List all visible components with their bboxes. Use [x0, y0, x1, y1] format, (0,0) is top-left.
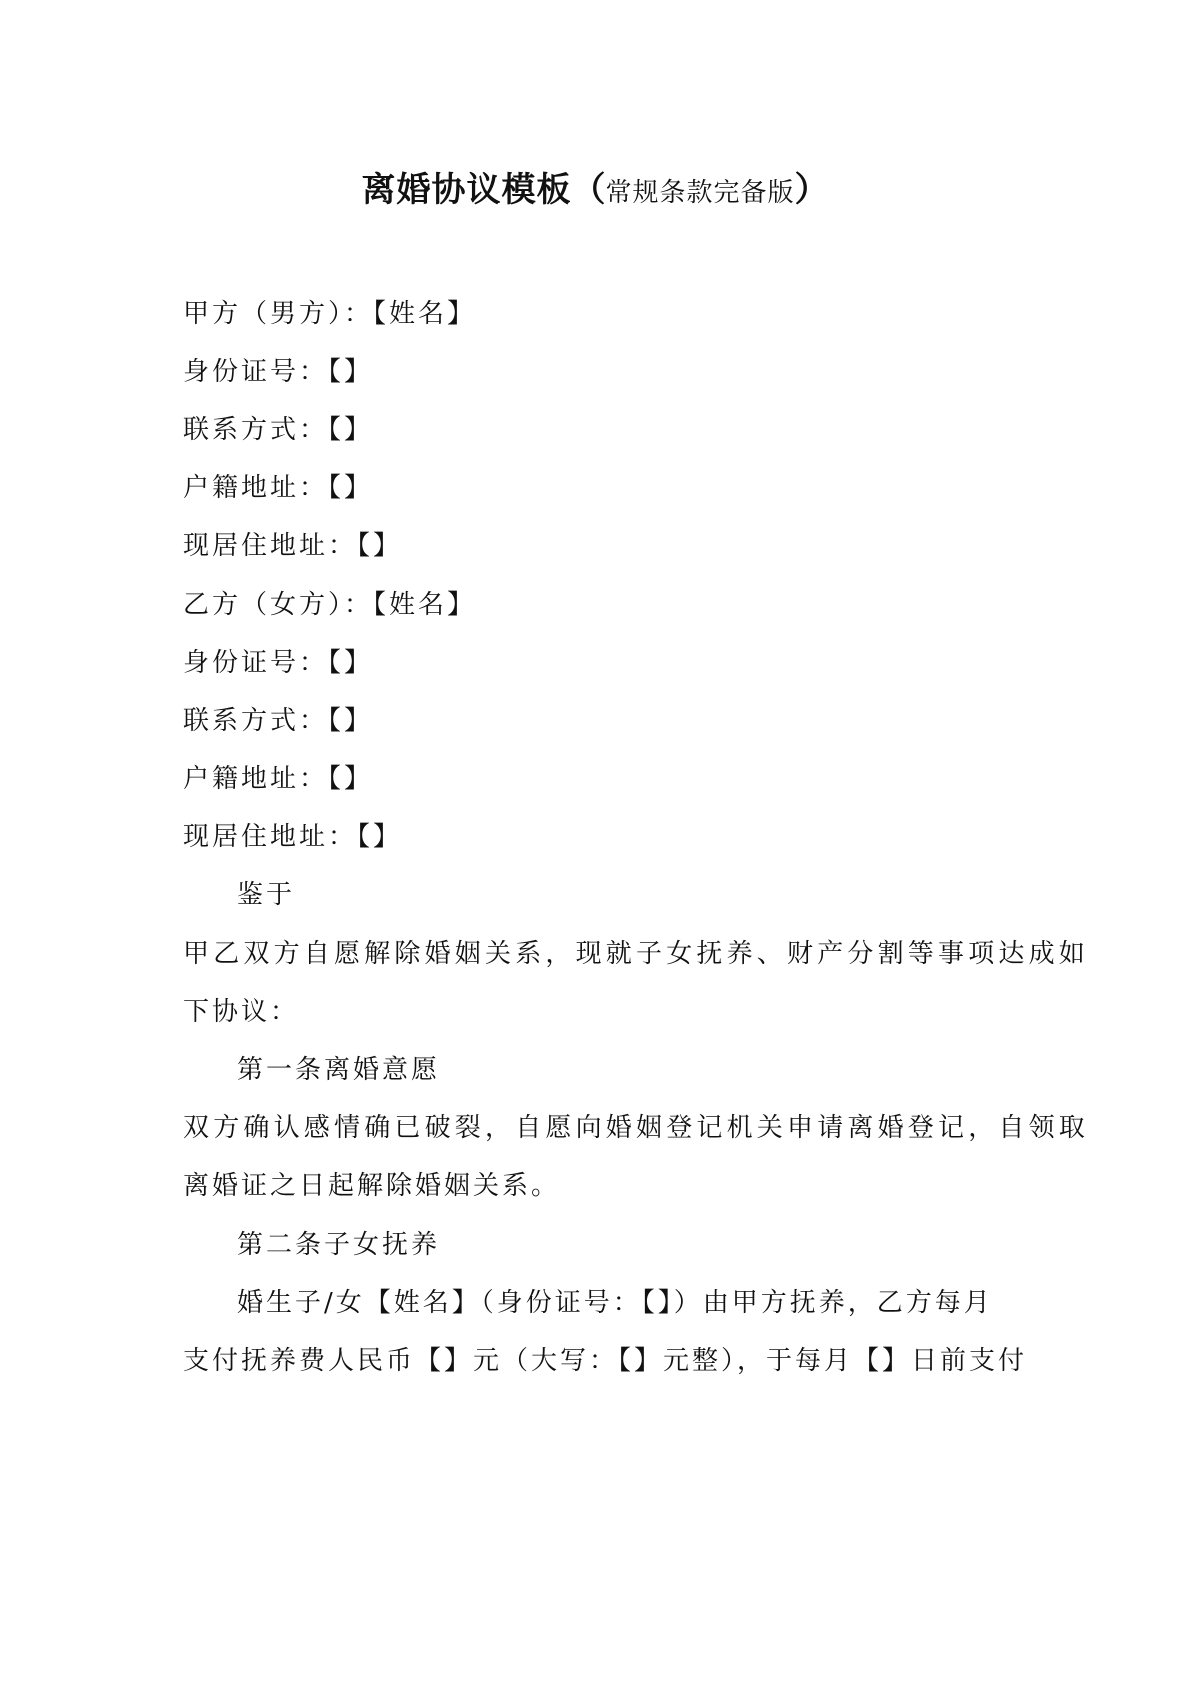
article-1-line-1: 双方确认感情确已破裂，自愿向婚姻登记机关申请离婚登记，自领取 [183, 1113, 1090, 1143]
preamble-line-1: 甲乙双方自愿解除婚姻关系，现就子女抚养、财产分割等事项达成如 [183, 939, 1090, 969]
title-subtitle: 常规条款完备版 [605, 178, 795, 208]
party-a-registered-address: 户籍地址：【】 [183, 473, 374, 503]
article-1-heading: 第一条离婚意愿 [237, 1055, 441, 1085]
party-a-id-number: 身份证号：【】 [183, 357, 374, 387]
party-b-contact: 联系方式：【】 [183, 706, 374, 736]
title-open-paren: （ [571, 170, 606, 210]
article-2-line-2: 支付抚养费人民币【】元（大写：【】元整），于每月【】日前支付 [183, 1346, 1028, 1376]
party-a-heading: 甲方（男方）：【姓名】 [183, 299, 477, 329]
title-main: 离婚协议模板 [361, 170, 572, 210]
party-b-id-number: 身份证号：【】 [183, 648, 374, 678]
document-title [0, 168, 1190, 218]
title-close-paren: ） [794, 170, 829, 210]
article-1-line-2: 离婚证之日起解除婚姻关系。 [183, 1171, 561, 1201]
article-2-heading: 第二条子女抚养 [237, 1230, 441, 1260]
party-a-current-address: 现居住地址：【】 [183, 531, 403, 561]
preamble-line-2: 下协议： [183, 997, 300, 1027]
party-b-current-address: 现居住地址：【】 [183, 822, 403, 852]
article-2-line-1: 婚生子/女【姓名】（身份证号：【】）由甲方抚养，乙方每月 [237, 1288, 993, 1318]
preamble-label: 鉴于 [237, 880, 296, 910]
party-a-contact: 联系方式：【】 [183, 415, 374, 445]
party-b-heading: 乙方（女方）：【姓名】 [183, 590, 477, 620]
party-b-registered-address: 户籍地址：【】 [183, 764, 374, 794]
